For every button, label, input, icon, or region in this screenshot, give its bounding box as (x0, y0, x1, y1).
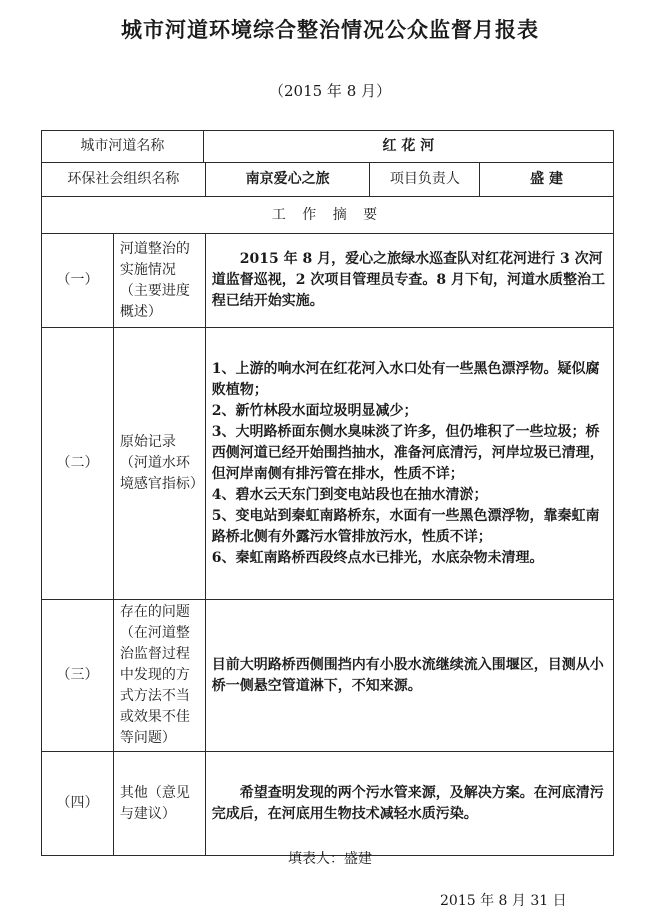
section-content (205, 600, 613, 752)
org-name-value: 南京爱心之旅 (205, 163, 370, 197)
section-row (42, 234, 614, 328)
section-number: （三） (42, 600, 114, 752)
section-number: （四） (42, 752, 114, 856)
owner-label: 项目负责人 (370, 163, 480, 197)
section-row (42, 328, 614, 600)
section-content (205, 752, 613, 856)
section-row (42, 752, 614, 856)
section-content-text: 2015 年 8 月，爱心之旅绿水巡查队对红花河进行 3 次河道监督巡视，2 次项目管理员专查。8 月下旬，河道水质整治工程已结开始实施。 (211, 251, 606, 309)
section-number: （一） (42, 234, 114, 328)
river-row (42, 131, 614, 163)
org-row (42, 163, 614, 197)
record-item: 2、新竹林段水面垃圾明显减少； (211, 402, 418, 419)
section-content (205, 328, 613, 600)
record-item: 3、大明路桥面东侧水臭味淡了许多，但仍堆积了一些垃圾；桥西侧河道已经开始围挡抽水，准备河底清污，河岸垃圾已清理，但河岸南侧有排污管在排水，性质不详； (211, 423, 604, 482)
owner-value: 盛 建 (480, 163, 614, 197)
section-content (205, 234, 613, 328)
report-period: （2015 年 8 月） (268, 82, 392, 100)
river-name-label: 城市河道名称 (42, 131, 204, 163)
section-label: 存在的问题（在河道整治监督过程中发现的方式方法不当或效果不佳等问题） (113, 600, 205, 752)
summary-row (42, 197, 614, 234)
section-label: 河道整治的实施情况（主要进度概述） (113, 234, 205, 328)
org-name-label: 环保社会组织名称 (42, 163, 206, 197)
section-content-text: 目前大明路桥西侧围挡内有小股水流继续流入围堰区，目测从小桥一侧悬空管道淋下，不知来源。 (211, 656, 604, 694)
section-row (42, 600, 614, 752)
report-table (41, 130, 614, 856)
page-title: 城市河道环境综合整治情况公众监督月报表 (121, 17, 539, 42)
section-label: 原始记录（河道水环境感官指标） (113, 328, 205, 600)
record-item: 6、秦虹南路桥西段终点水已排光，水底杂物未清理。 (211, 549, 544, 566)
section-content-text: 希望查明发现的两个污水管来源，及解决方案。在河底清污完成后，在河底用生物技术减轻水质污染。 (211, 784, 604, 822)
section-label: 其他（意见与建议） (113, 752, 205, 856)
record-item: 5、变电站到秦虹南路桥东，水面有一些黑色漂浮物，靠秦虹南路桥北侧有外露污水管排放污水，性质不详； (211, 507, 600, 545)
river-name-value: 红 花 河 (203, 131, 613, 163)
record-item: 4、碧水云天东门到变电站段也在抽水清淤； (211, 486, 488, 503)
record-item: 1、上游的响水河在红花河入水口处有一些黑色漂浮物。疑似腐败植物； (211, 360, 600, 398)
section-number: （二） (42, 328, 114, 600)
summary-title: 工 作 摘 要 (42, 197, 614, 234)
filler-signature: 填表人：盛建 (288, 851, 372, 867)
report-date: 2015 年 8 月 31 日 (440, 893, 567, 909)
